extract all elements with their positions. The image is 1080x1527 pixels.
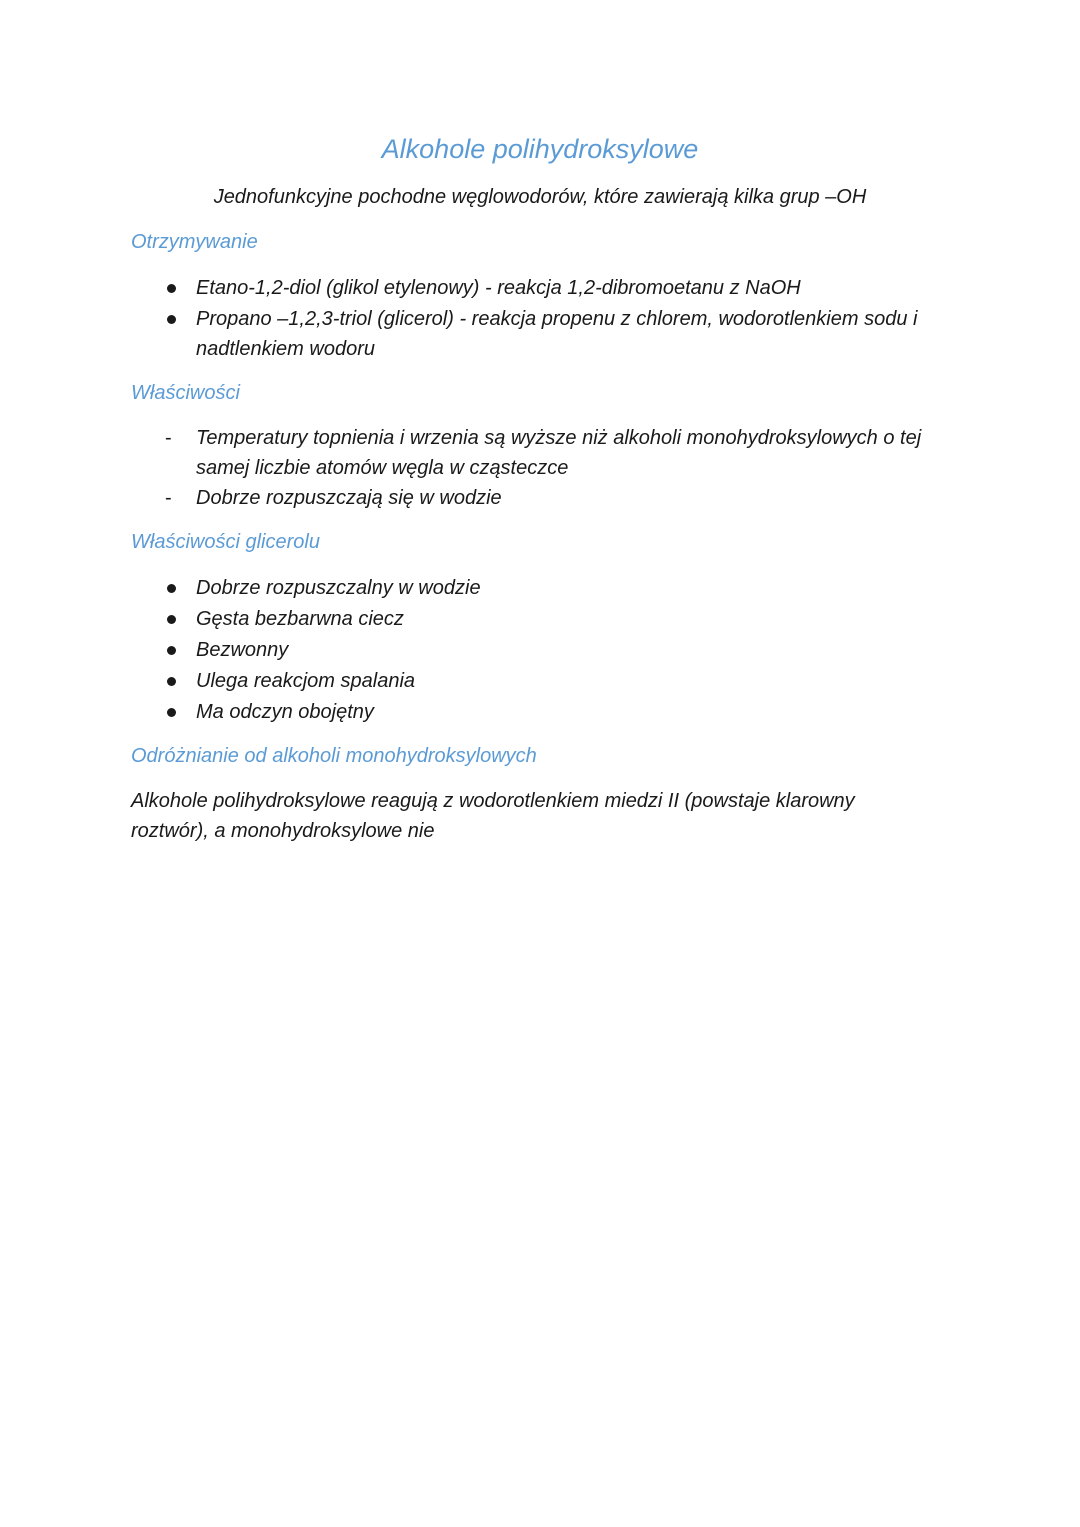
list-item-text: Bezwonny (196, 639, 289, 661)
list-item-text: Dobrze rozpuszczalny w wodzie (196, 577, 481, 599)
dash-icon: - (165, 487, 172, 509)
list-item-text: Dobrze rozpuszczają się w wodzie (196, 487, 502, 509)
bullet-icon (167, 708, 176, 717)
list-item-text: Temperatury topnienia i wrzenia są wyższe niż alkoholi monohydroksylowych o tej samej liczbie atomów węgla w cząsteczce (196, 427, 922, 479)
paragraph-odroznianie: Alkohole polihydroksylowe reagują z wodorotlenkiem miedzi II (powstaje klarowny roztwór), a monohydroksylowe nie (131, 790, 855, 842)
list-item (131, 304, 971, 364)
page-subtitle: Jednofunkcyjne pochodne węglowodorów, które zawierają kilka grup –OH (213, 186, 867, 208)
bullet-icon (167, 615, 176, 624)
list-item (131, 697, 971, 727)
list-item-text: Etano-1,2-diol (glikol etylenowy) - reakcja 1,2-dibromoetanu z NaOH (196, 277, 801, 299)
bullet-icon (167, 677, 176, 686)
list-item (131, 604, 971, 634)
list-item (131, 573, 971, 603)
bullet-icon (167, 646, 176, 655)
list-item (131, 635, 971, 665)
heading-wlasciwosci-glicerolu: Właściwości glicerolu (131, 531, 320, 553)
list-wlasciwosci (131, 423, 971, 513)
list-wlasciwosci-glicerolu (131, 573, 971, 728)
page-title: Alkohole polihydroksylowe (381, 134, 699, 164)
list-item-text: Propano –1,2,3-triol (glicerol) - reakcja propenu z chlorem, wodorotlenkiem sodu i nadtlenkiem wodoru (196, 308, 918, 360)
heading-otrzymywanie: Otrzymywanie (131, 231, 258, 253)
bullet-icon (167, 315, 176, 324)
heading-odroznianie: Odróżnianie od alkoholi monohydroksylowych (131, 745, 537, 767)
bullet-icon (167, 584, 176, 593)
list-item (131, 423, 971, 483)
list-item (131, 273, 971, 303)
dash-icon: - (165, 427, 172, 449)
list-otrzymywanie (131, 273, 971, 365)
heading-wlasciwosci: Właściwości (131, 382, 240, 404)
list-item-text: Gęsta bezbarwna ciecz (196, 608, 404, 630)
list-item (131, 483, 971, 513)
list-item-text: Ma odczyn obojętny (196, 701, 374, 723)
bullet-icon (167, 284, 176, 293)
list-item-text: Ulega reakcjom spalania (196, 670, 416, 692)
list-item (131, 666, 971, 696)
